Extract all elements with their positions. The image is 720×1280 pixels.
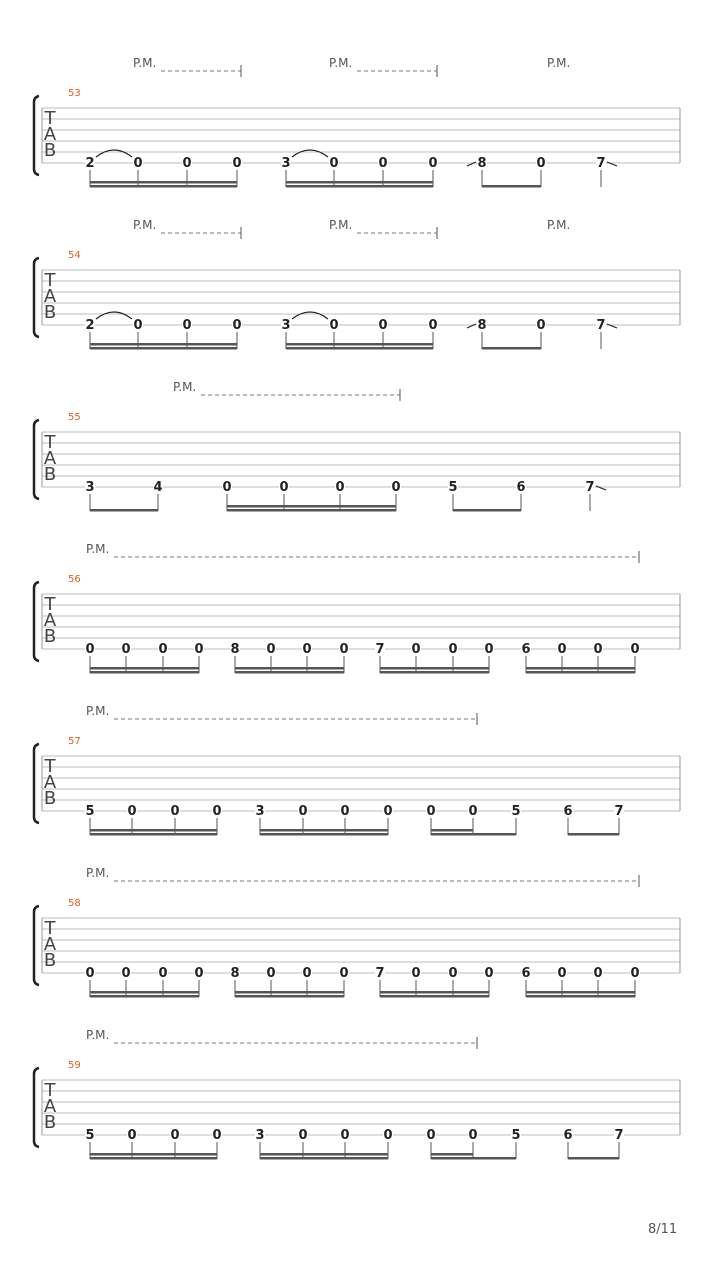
fret-number: 8 <box>230 642 240 657</box>
tab-system-59 <box>34 1028 680 1160</box>
tab-clef-letter: A <box>43 1096 57 1117</box>
fret-number: 0 <box>232 156 242 171</box>
beam <box>286 185 433 188</box>
fret-number: 7 <box>614 1128 624 1143</box>
fret-number: 0 <box>484 642 494 657</box>
tab-clef-letter: B <box>43 950 57 971</box>
fret-number: 0 <box>302 966 312 981</box>
fret-number: 0 <box>391 480 401 495</box>
beam <box>90 185 237 188</box>
tab-clef-letter: A <box>43 610 57 631</box>
beam <box>260 833 388 836</box>
fret-number: 7 <box>585 480 595 495</box>
fret-number: 5 <box>448 480 458 495</box>
tab-system-53 <box>34 56 680 188</box>
fret-number: 0 <box>298 804 308 819</box>
palm-mute-label: P.M. <box>329 56 353 70</box>
tab-clef-letter: B <box>43 464 57 485</box>
bar-number: 54 <box>68 250 81 261</box>
beam <box>90 509 158 512</box>
palm-mute-label: P.M. <box>133 218 157 232</box>
beam <box>568 833 619 836</box>
tab-system-55 <box>34 380 680 512</box>
beam <box>568 1157 619 1160</box>
fret-number: 5 <box>85 1128 95 1143</box>
fret-number: 0 <box>411 966 421 981</box>
beam-secondary <box>286 181 433 184</box>
fret-number: 6 <box>521 642 531 657</box>
fret-number: 6 <box>563 804 573 819</box>
fret-number: 0 <box>85 966 95 981</box>
bar-number: 59 <box>68 1060 81 1071</box>
fret-number: 3 <box>255 1128 265 1143</box>
beam-secondary <box>526 667 635 670</box>
bar-number: 55 <box>68 412 81 423</box>
fret-number: 7 <box>596 318 606 333</box>
fret-number: 0 <box>182 156 192 171</box>
fret-number: 3 <box>255 804 265 819</box>
fret-number: 0 <box>329 156 339 171</box>
beam-secondary <box>90 1153 217 1156</box>
tie-arc <box>292 312 328 319</box>
beam-secondary <box>90 991 199 994</box>
fret-number: 3 <box>281 156 291 171</box>
fret-number: 8 <box>477 318 487 333</box>
fret-number: 0 <box>428 156 438 171</box>
fret-number: 6 <box>521 966 531 981</box>
tab-clef-letter: B <box>43 788 57 809</box>
beam <box>235 995 344 998</box>
tab-system-54 <box>34 218 680 350</box>
bar-number: 53 <box>68 88 81 99</box>
tab-clef-letter: B <box>43 302 57 323</box>
beam-secondary <box>90 829 217 832</box>
fret-number: 2 <box>85 156 95 171</box>
tab-clef-letter: B <box>43 626 57 647</box>
tie-arc <box>96 150 132 157</box>
fret-number: 0 <box>340 804 350 819</box>
tie-arc <box>292 150 328 157</box>
beam-secondary <box>90 181 237 184</box>
fret-number: 0 <box>593 642 603 657</box>
fret-number: 0 <box>170 1128 180 1143</box>
fret-number: 4 <box>153 480 163 495</box>
tab-clef-letter: T <box>44 270 56 291</box>
fret-number: 0 <box>170 804 180 819</box>
fret-number: 5 <box>511 804 521 819</box>
fret-number: 0 <box>378 156 388 171</box>
fret-number: 0 <box>630 966 640 981</box>
beam <box>453 509 521 512</box>
fret-number: 0 <box>426 804 436 819</box>
fret-number: 0 <box>194 966 204 981</box>
fret-number: 0 <box>194 642 204 657</box>
palm-mute-label: P.M. <box>133 56 157 70</box>
palm-mute-label: P.M. <box>86 866 110 880</box>
tab-clef-letter: T <box>44 756 56 777</box>
fret-number: 5 <box>511 1128 521 1143</box>
fret-number: 0 <box>557 966 567 981</box>
beam <box>90 347 237 350</box>
fret-number: 0 <box>335 480 345 495</box>
fret-number: 0 <box>212 804 222 819</box>
fret-number: 0 <box>212 1128 222 1143</box>
palm-mute-label: P.M. <box>547 56 571 70</box>
fret-number: 0 <box>536 156 546 171</box>
beam <box>482 185 541 188</box>
beam-secondary <box>260 1153 388 1156</box>
system-bracket <box>34 906 39 985</box>
fret-number: 0 <box>378 318 388 333</box>
fret-number: 0 <box>302 642 312 657</box>
beam <box>431 833 516 836</box>
beam-secondary <box>380 991 489 994</box>
tab-system-58 <box>34 866 680 998</box>
beam <box>482 347 541 350</box>
palm-mute-label: P.M. <box>547 218 571 232</box>
fret-number: 0 <box>383 804 393 819</box>
beam-secondary <box>526 991 635 994</box>
fret-number: 0 <box>426 1128 436 1143</box>
beam <box>235 671 344 674</box>
beam <box>90 671 199 674</box>
tab-clef-letter: T <box>44 918 56 939</box>
beam-secondary <box>90 667 199 670</box>
fret-number: 0 <box>383 1128 393 1143</box>
fret-number: 7 <box>596 156 606 171</box>
beam <box>286 347 433 350</box>
fret-number: 8 <box>230 966 240 981</box>
fret-number: 6 <box>563 1128 573 1143</box>
fret-number: 0 <box>121 966 131 981</box>
fret-number: 0 <box>536 318 546 333</box>
beam-secondary <box>286 343 433 346</box>
fret-number: 0 <box>266 642 276 657</box>
fret-number: 7 <box>375 966 385 981</box>
fret-number: 0 <box>279 480 289 495</box>
fret-number: 3 <box>85 480 95 495</box>
tab-clef-letter: A <box>43 448 57 469</box>
fret-number: 8 <box>477 156 487 171</box>
palm-mute-label: P.M. <box>86 704 110 718</box>
fret-number: 0 <box>339 642 349 657</box>
fret-number: 0 <box>448 966 458 981</box>
fret-number: 0 <box>232 318 242 333</box>
fret-number: 0 <box>448 642 458 657</box>
fret-number: 0 <box>266 966 276 981</box>
beam <box>526 995 635 998</box>
palm-mute-label: P.M. <box>86 1028 110 1042</box>
system-bracket <box>34 96 39 175</box>
fret-number: 7 <box>614 804 624 819</box>
fret-number: 0 <box>133 156 143 171</box>
fret-number: 0 <box>557 642 567 657</box>
beam <box>380 671 489 674</box>
fret-number: 0 <box>468 804 478 819</box>
beam <box>431 1157 516 1160</box>
fret-number: 0 <box>158 642 168 657</box>
palm-mute-label: P.M. <box>329 218 353 232</box>
palm-mute-label: P.M. <box>173 380 197 394</box>
fret-number: 2 <box>85 318 95 333</box>
tab-clef-letter: T <box>44 594 56 615</box>
system-bracket <box>34 582 39 661</box>
beam <box>90 995 199 998</box>
tab-clef-letter: A <box>43 772 57 793</box>
page-number: 8/11 <box>648 1222 678 1237</box>
fret-number: 0 <box>468 1128 478 1143</box>
fret-number: 0 <box>329 318 339 333</box>
beam <box>90 833 217 836</box>
fret-number: 0 <box>85 642 95 657</box>
fret-number: 0 <box>428 318 438 333</box>
fret-number: 3 <box>281 318 291 333</box>
tab-clef-letter: T <box>44 1080 56 1101</box>
beam-secondary <box>431 829 473 832</box>
fret-number: 0 <box>182 318 192 333</box>
tab-system-56 <box>34 542 680 674</box>
fret-number: 0 <box>127 804 137 819</box>
beam <box>227 509 396 512</box>
beam-secondary <box>260 829 388 832</box>
system-bracket <box>34 744 39 823</box>
system-bracket <box>34 1068 39 1147</box>
beam <box>90 1157 217 1160</box>
tab-clef-letter: B <box>43 1112 57 1133</box>
tab-clef-letter: A <box>43 124 57 145</box>
fret-number: 0 <box>411 642 421 657</box>
bar-number: 58 <box>68 898 81 909</box>
fret-number: 6 <box>516 480 526 495</box>
palm-mute-label: P.M. <box>86 542 110 556</box>
fret-number: 7 <box>375 642 385 657</box>
tab-clef-letter: T <box>44 108 56 129</box>
beam-secondary <box>90 343 237 346</box>
fret-number: 0 <box>339 966 349 981</box>
bar-number: 56 <box>68 574 81 585</box>
tab-clef-letter: B <box>43 140 57 161</box>
beam-secondary <box>380 667 489 670</box>
fret-number: 0 <box>340 1128 350 1143</box>
tab-clef-letter: T <box>44 432 56 453</box>
bar-number: 57 <box>68 736 81 747</box>
fret-number: 0 <box>222 480 232 495</box>
beam-secondary <box>235 991 344 994</box>
tab-clef-letter: A <box>43 934 57 955</box>
fret-number: 0 <box>158 966 168 981</box>
tab-clef-letter: A <box>43 286 57 307</box>
beam <box>260 1157 388 1160</box>
beam-secondary <box>227 505 396 508</box>
system-bracket <box>34 258 39 337</box>
beam-secondary <box>235 667 344 670</box>
tie-arc <box>96 312 132 319</box>
beam <box>380 995 489 998</box>
system-bracket <box>34 420 39 499</box>
fret-number: 0 <box>484 966 494 981</box>
beam <box>526 671 635 674</box>
fret-number: 0 <box>127 1128 137 1143</box>
fret-number: 0 <box>630 642 640 657</box>
fret-number: 0 <box>593 966 603 981</box>
beam-secondary <box>431 1153 473 1156</box>
fret-number: 0 <box>298 1128 308 1143</box>
fret-number: 0 <box>121 642 131 657</box>
fret-number: 0 <box>133 318 143 333</box>
tab-system-57 <box>34 704 680 836</box>
fret-number: 5 <box>85 804 95 819</box>
